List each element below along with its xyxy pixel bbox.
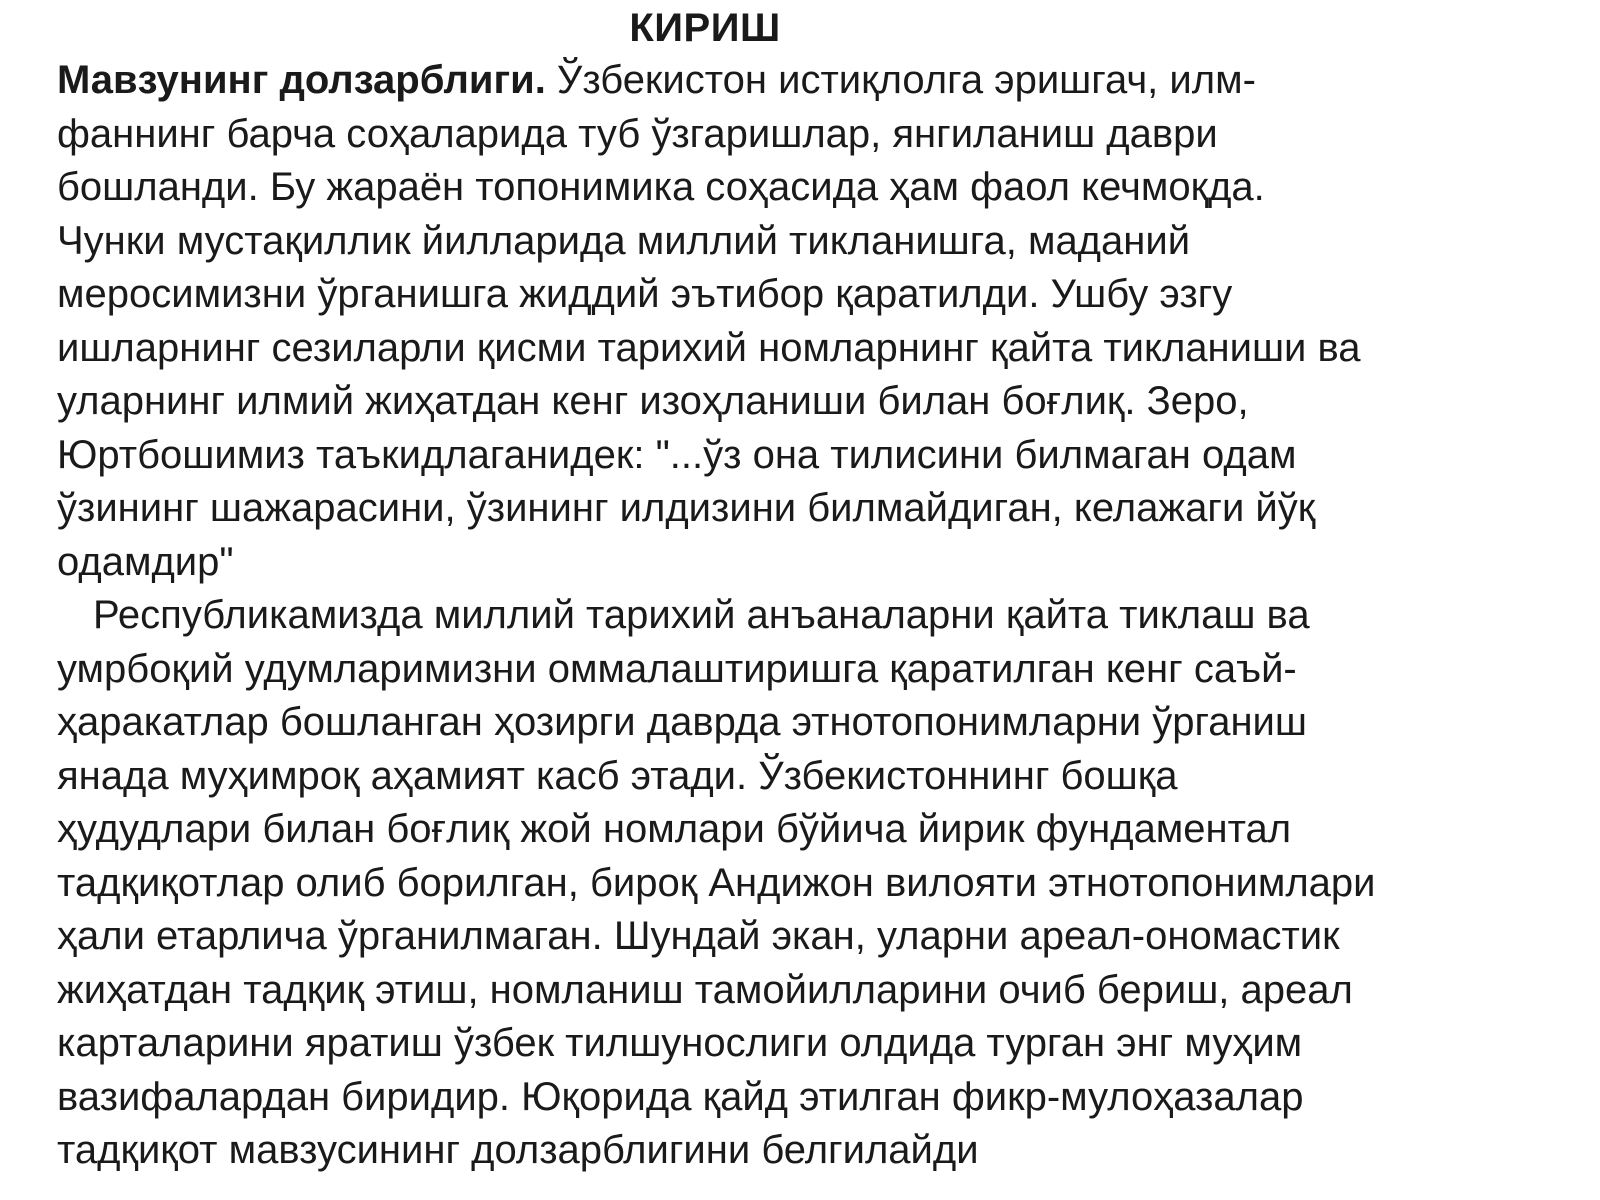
text-line: одамдир" bbox=[57, 539, 234, 584]
text-line bbox=[57, 54, 1597, 108]
document-heading: КИРИШ bbox=[629, 6, 781, 50]
text-line: жиҳатдан тадқиқ этиш, номланиш тамойилларини очиб бериш, ареал bbox=[57, 967, 1353, 1012]
text-line: тадқиқот мавзусининг долзарблигини белгилайди bbox=[57, 1128, 979, 1172]
text-line: ўзининг шажарасини, ўзининг илдизини билмайдиган, келажаги йўқ bbox=[57, 486, 1316, 530]
text-line: Юртбошимиз таъкидлаганидек: "...ўз она тилисини билмаган одам bbox=[57, 432, 1297, 477]
text-line: умрбоқий удумларимизни оммалаштиришга қаратилган кенг саъй- bbox=[57, 646, 1297, 691]
text-line: бошланди. Бу жараён топонимика соҳасида ҳам фаол кечмоқда. bbox=[57, 165, 1265, 209]
text-line: ҳаракатлар бошланган ҳозирги даврда этнотопонимларни ўрганиш bbox=[57, 700, 1307, 744]
text-line: ҳали етарлича ўрганилмаган. Шундай экан, уларни ареал-ономастик bbox=[57, 914, 1340, 958]
text-line: ишларнинг сезиларли қисми тарихий номларнинг қайта тикланиши ва bbox=[57, 325, 1361, 370]
text-line: тадқиқотлар олиб борилган, бироқ Андижон вилояти этнотопонимлари bbox=[57, 860, 1376, 905]
text-line: меросимизни ўрганишга жиддий эътибор қаратилди. Ушбу эзгу bbox=[57, 272, 1233, 316]
text-line: уларнинг илмий жиҳатдан кенг изоҳланиши билан боғлиқ. Зеро, bbox=[57, 379, 1249, 423]
text-line-content: Ўзбекистон истиқлолга эришгач, илм- bbox=[545, 58, 1256, 102]
text-line: вазифалардан биридир. Юқорида қайд этилган фикр-мулоҳазалар bbox=[57, 1074, 1304, 1119]
text-line: Чунки мустақиллик йилларида миллий тикланишга, маданий bbox=[57, 218, 1191, 263]
text-line: Республикамизда миллий тарихий анъаналарни қайта тиклаш ва bbox=[93, 593, 1310, 637]
text-line: янада муҳимроқ аҳамият касб этади. Ўзбекистоннинг бошқа bbox=[57, 753, 1178, 798]
section-lead-label: Мавзунинг долзарблиги. bbox=[57, 58, 546, 102]
text-line: ҳудудлари билан боғлиқ жой номлари бўйича йирик фундаментал bbox=[57, 807, 1292, 851]
text-line: карталарини яратиш ўзбек тилшунослиги олдида турган энг муҳим bbox=[57, 1021, 1303, 1065]
text-line: фаннинг барча соҳаларида туб ўзгаришлар, янгиланиш даври bbox=[57, 111, 1218, 156]
document-body bbox=[57, 54, 1597, 1178]
